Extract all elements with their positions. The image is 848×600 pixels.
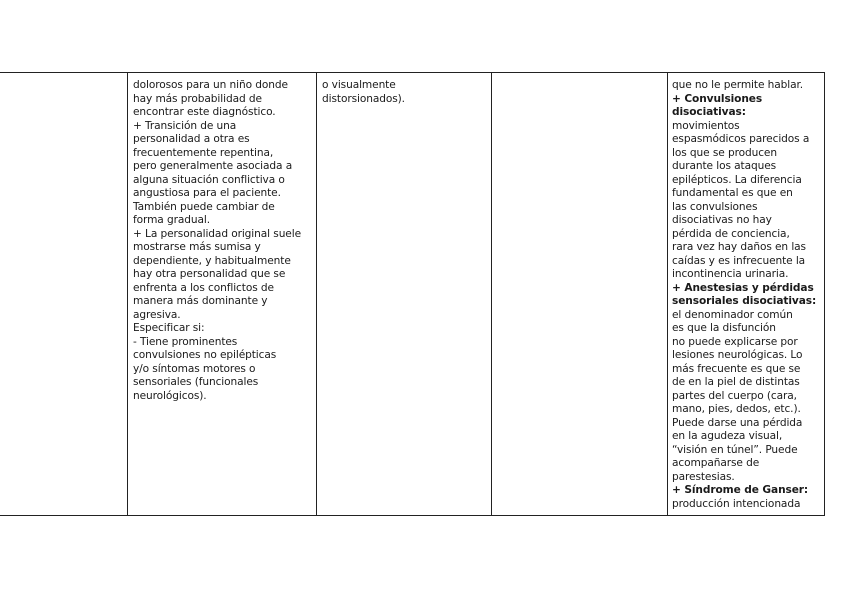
table-cell-col-2 (128, 73, 317, 515)
cell-text (668, 73, 824, 511)
paragraph: Especificar si: (133, 322, 205, 334)
paragraph: - Tiene prominentes convulsiones no epilépticas y/o síntomas motores o sensoriales (funcionales neurológicos). (133, 335, 277, 402)
table (0, 72, 825, 516)
paragraph: + Transición de una personalidad a otra es frecuentemente repentina, pero generalmente asociada a alguna situación conflictiva o angustiosa para el paciente. También puede cambiar de forma gradual. (133, 119, 293, 226)
cell-text (317, 73, 491, 106)
paragraph: dolorosos para un niño donde hay más probabilidad de encontrar este diagnóstico. (133, 79, 288, 118)
paragraph: que no le permite hablar. (672, 79, 804, 91)
section-heading: + Síndrome de Ganser: (672, 484, 809, 496)
paragraph: el denominador común es que la disfunción no puede explicarse por lesiones neurológicas. Lo más frecuente es que se de en la piel de distintas partes del cuerpo (cara, mano, pies, dedos, etc.). Puede darse una pérdida en la agudeza visual, “visión en túnel”. Puede acompañarse de parestesias. (672, 308, 803, 483)
section-heading: + Anestesias y pérdidas sensoriales disociativas: (672, 281, 817, 307)
table-cell-col-5 (668, 73, 825, 515)
cell-text (128, 73, 316, 403)
table-cell-col-4 (492, 73, 668, 515)
section-heading: + Convulsiones disociativas: (672, 92, 763, 118)
table-cell-col-1 (0, 73, 128, 515)
paragraph: movimientos espasmódicos parecidos a los que se producen durante los ataques epilépticos. La diferencia fundamental es que en las convulsiones disociativas no hay pérdida de conciencia, rara vez hay daños en las caídas y es infrecuente la incontinencia urinaria. (672, 119, 810, 280)
paragraph: producción intencionada (672, 497, 801, 510)
paragraph: o visualmente distorsionados). (322, 79, 405, 105)
table-cell-col-3 (317, 73, 492, 515)
paragraph: + La personalidad original suele mostrarse más sumisa y dependiente, y habitualmente hay otra personalidad que se enfrenta a los conflictos de manera más dominante y agresiva. (133, 227, 301, 321)
